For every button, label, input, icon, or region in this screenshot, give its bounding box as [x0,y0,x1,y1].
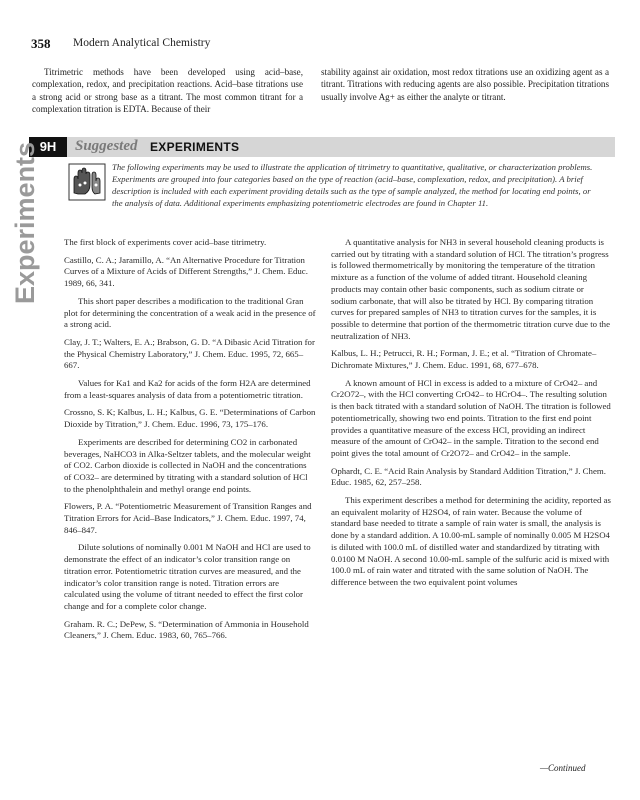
banner-suggested-word: Suggested [75,138,138,154]
description-castillo: This short paper describes a modification to the traditional Gran plot for determining the concentration of a weak acid in the presence of a strong acid. [64,295,316,330]
reference-crossno: Crossno, S. K; Kalbus, L. H.; Kalbus, G. E. “Determinations of Carbon Dioxide by Titration,” J. Chem. Educ. 1996, 73, 175–176. [64,407,316,430]
reference-flowers: Flowers, P. A. “Potentiometric Measurement of Transition Ranges and Titration Errors for Acid–Base Indicators,” J. Chem. Educ. 1997, 74, 846–847. [64,501,312,535]
description-clay: Values for Ka1 and Ka2 for acids of the form H2A are determined from a least-squares analysis of data from a potentiometric titration. [64,378,311,400]
reference-graham: Graham. R. C.; DePew, S. “Determination of Ammonia in Household Cleaners,” J. Chem. Educ. 1983, 60, 765–766. [64,618,309,641]
intro-left-column [32,66,303,116]
page-number: 358 [31,36,51,51]
running-header-title: Modern Analytical Chemistry [73,37,211,49]
banner-experiments-word: EXPERIMENTS [150,140,240,154]
intro-right-text: stability against air oxidation, most redox titrations use an oxidizing agent as a titrant. Titrations with reducing agents are also possible. Precipitation titrations usually involve Ag+ as either the analyte or titrant. [321,67,609,102]
intro-left-text: Titrimetric methods have been developed using acid–base, complexation, redox, and precipitation reactions. Acid–base titrations use a strong acid or strong base as a titrant. The most common titrant for a complexation titration is EDTA. Because of their [32,67,303,115]
hands-icon [68,163,106,201]
sidebar-vertical-label [10,141,40,304]
intro-right-column [321,66,609,103]
description-crossno: Experiments are described for determining CO2 in carbonated beverages, NaHCO3 in Alka-Seltzer tablets, and the molecular weight of CO2. Carbon dioxide is collected in NaOH and the concentrations of CO32– are determined by titrating with a standard solution of HCl to the phenolphthalein and methyl orange end points. [64,436,311,494]
left-column [64,237,316,648]
right-column [331,237,611,595]
section-number: 9H [29,137,67,157]
experiments-overview: The following experiments may be used to illustrate the application of titrimetry to quantitative, qualitative, or characterization problems. Experiments are grouped into four categories based on the type of reaction (acid–base, complexation, redox, and precipitation). A brief description is included with each experiment providing details such as the type of sample analyzed, the method for locating end points, or the analysis of data. Additional experiments emphasizing potentiometric electrodes are found in Chapter 11. [112,162,593,209]
reference-ophardt: Ophardt, C. E. “Acid Rain Analysis by Standard Addition Titration,” J. Chem. Educ. 1985, 62, 257–258. [331,465,606,488]
reference-castillo: Castillo, C. A.; Jaramillo, A. “An Alternative Procedure for Titration Curves of a Mixture of Acids of Different Strengths,” J. Chem. Educ. 1989, 66, 341. [64,254,308,289]
section-banner [29,137,615,157]
reference-kalbus: Kalbus, L. H.; Petrucci, R. H.; Forman, J. E.; et al. “Titration of Chromate–Dichromate Mixtures,” J. Chem. Educ. 1991, 68, 677–678. [331,348,597,371]
description-ophardt: This experiment describes a method for determining the acidity, reported as an equivalent molarity of H2SO4, of rain water. Because the volume of standard base needed to titrate a sample of rain water is small, the analysis is done by a standard addition. A 10.00-mL sample of nominally 0.005 M H2SO4 is diluted with 100.0 mL of distilled water and standardized by titrating with 0.0100 M NaOH. A second 10.00-mL sample of the sulfuric acid is mixed with 100.0 mL of rain water and titrated with the same solution of NaOH. The difference between the two equivalent point volumes [331,495,611,587]
description-flowers: Dilute solutions of nominally 0.001 M NaOH and HCl are used to demonstrate the effect of an indicator’s color transition range on titration error. Potentiometric titration curves are measured, and the indicator’s color transition range is noted. Titration errors are calculated using the volume of titrant needed to effect the first color change and for a complete color change. [64,542,311,611]
continued-marker: —Continued [540,763,586,773]
sidebar-label-text: Experiments [10,141,40,304]
description-kalbus: A known amount of HCl in excess is added to a mixture of CrO42– and Cr2O72–, with the HCl converting CrO42– to HCrO4–. The resulting solution is then back titrated with a standard solution of NaOH. The titration is followed potentiometrically, showing two end points. Titration to the first end point provides a quantitative measure of the excess HCl, providing an indirect measure of the amount of CrO42– in the sample. Titration to the second end point gives the total amount of Cr2O72– and CrO42– in the sample. [331,377,611,458]
reference-clay: Clay, J. T.; Walters, E. A.; Brabson, G. D. “A Dibasic Acid Titration for the Physical Chemistry Laboratory,” J. Chem. Educ. 1995, 72, 665–667. [64,336,315,371]
left-lead: The first block of experiments cover acid–base titrimetry. [64,237,267,247]
description-graham: A quantitative analysis for NH3 in several household cleaning products is carried out by titrating with a standard solution of HCl. The titration’s progress is followed thermometrically by monitoring the temperature of the titration mixture as a function of the volume of added titrant. Household cleaning products may contain other basic components, such as sodium citrate or sodium carbonate, that will also be titrated by HCl. By comparing titration curves for prepared samples of NH3 to titration curves for the samples, it is possible to determine that portion of the thermometric titration curve due to the neutralization of NH3. [331,237,610,341]
